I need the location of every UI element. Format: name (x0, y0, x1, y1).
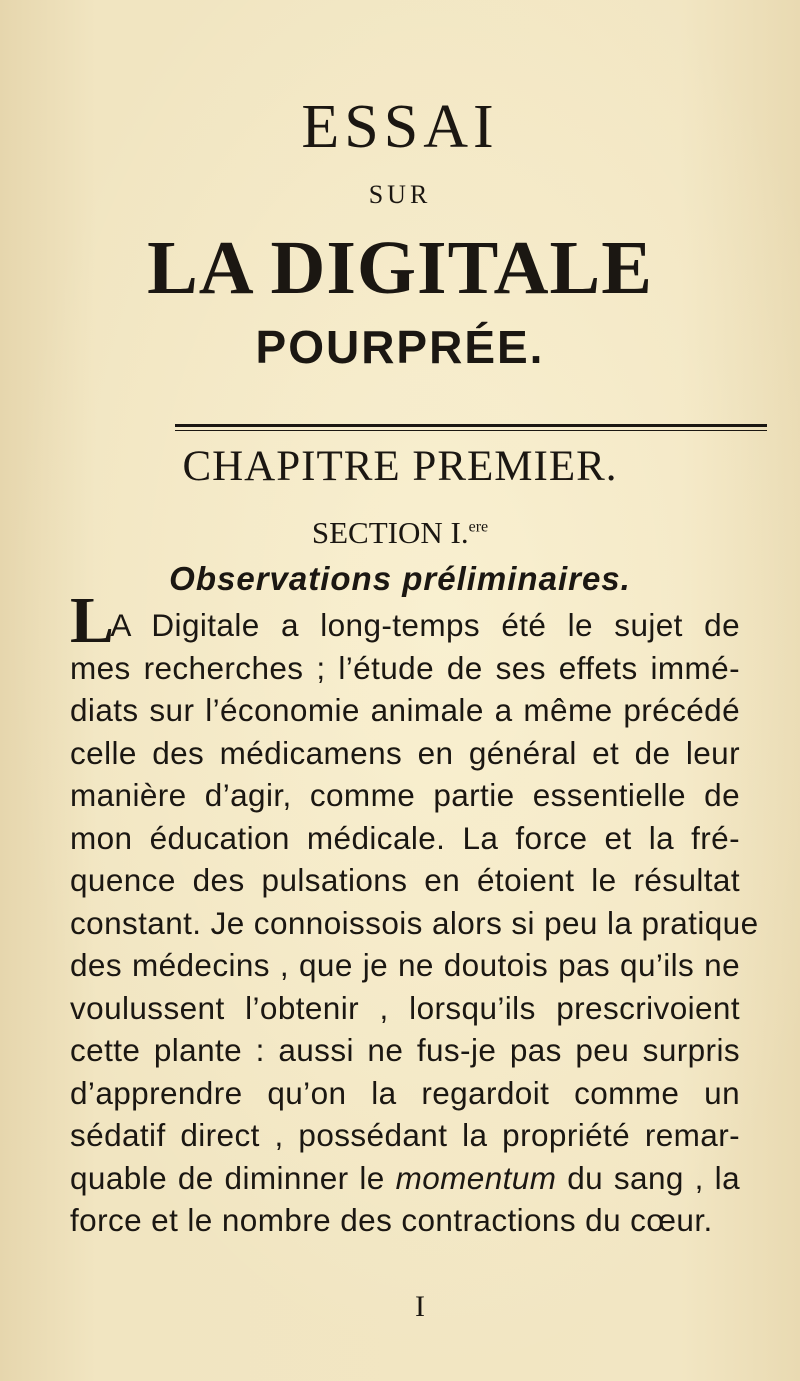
title-essai: ESSAI (301, 93, 499, 161)
title-rule (175, 424, 767, 431)
section-subtitle: Observations préliminaires. (169, 560, 631, 597)
text-line: cette plante : aussi ne fus-je pas peu surpris (70, 1032, 740, 1068)
italic-term: momentum (395, 1159, 557, 1196)
text-line: mes recherches ; l’étude de ses effets immé- (70, 649, 740, 686)
section-label: SECTION I. (311, 515, 469, 550)
title-pourpree: POURPRÉE. (255, 321, 545, 373)
text-line: des médecins , que je ne doutois pas qu’ils ne (70, 947, 740, 983)
text-line: mon éducation médicale. La force et la fré- (70, 819, 740, 856)
section-heading (0, 515, 800, 551)
text-line: diats sur l’économie animale a même précédé (70, 692, 740, 728)
text-line: voulussent l’obtenir , lorsqu’ils prescrivoient (70, 989, 740, 1026)
page-folio: I (415, 1290, 425, 1323)
title-la-digitale: LA DIGITALE (147, 226, 653, 310)
text-line: d’apprendre qu’on la regardoit comme un (70, 1074, 740, 1111)
text-line: quence des pulsations en étoient le résultat (70, 862, 740, 898)
section-ordinal: ere (468, 518, 489, 536)
text-line: sédatif direct , possédant la propriété remar- (70, 1117, 740, 1153)
text-line: manière d’agir, comme partie essentielle de (70, 777, 740, 813)
text-line: force et le nombre des contractions du cœur. (70, 1202, 713, 1238)
title-sur: SUR (368, 180, 432, 209)
drop-cap: L (70, 584, 115, 657)
text-line: quable de diminner le momentum du sang , la (70, 1159, 740, 1196)
text-line: celle des médicamens en général et de leur (70, 734, 740, 771)
text-line: constant. Je connoissois alors si peu la pratique (70, 904, 759, 941)
text-line: LA Digitale a long-temps été le sujet de (70, 584, 740, 657)
body-paragraph (70, 584, 759, 1242)
chapter-heading: CHAPITRE PREMIER. (182, 443, 618, 490)
